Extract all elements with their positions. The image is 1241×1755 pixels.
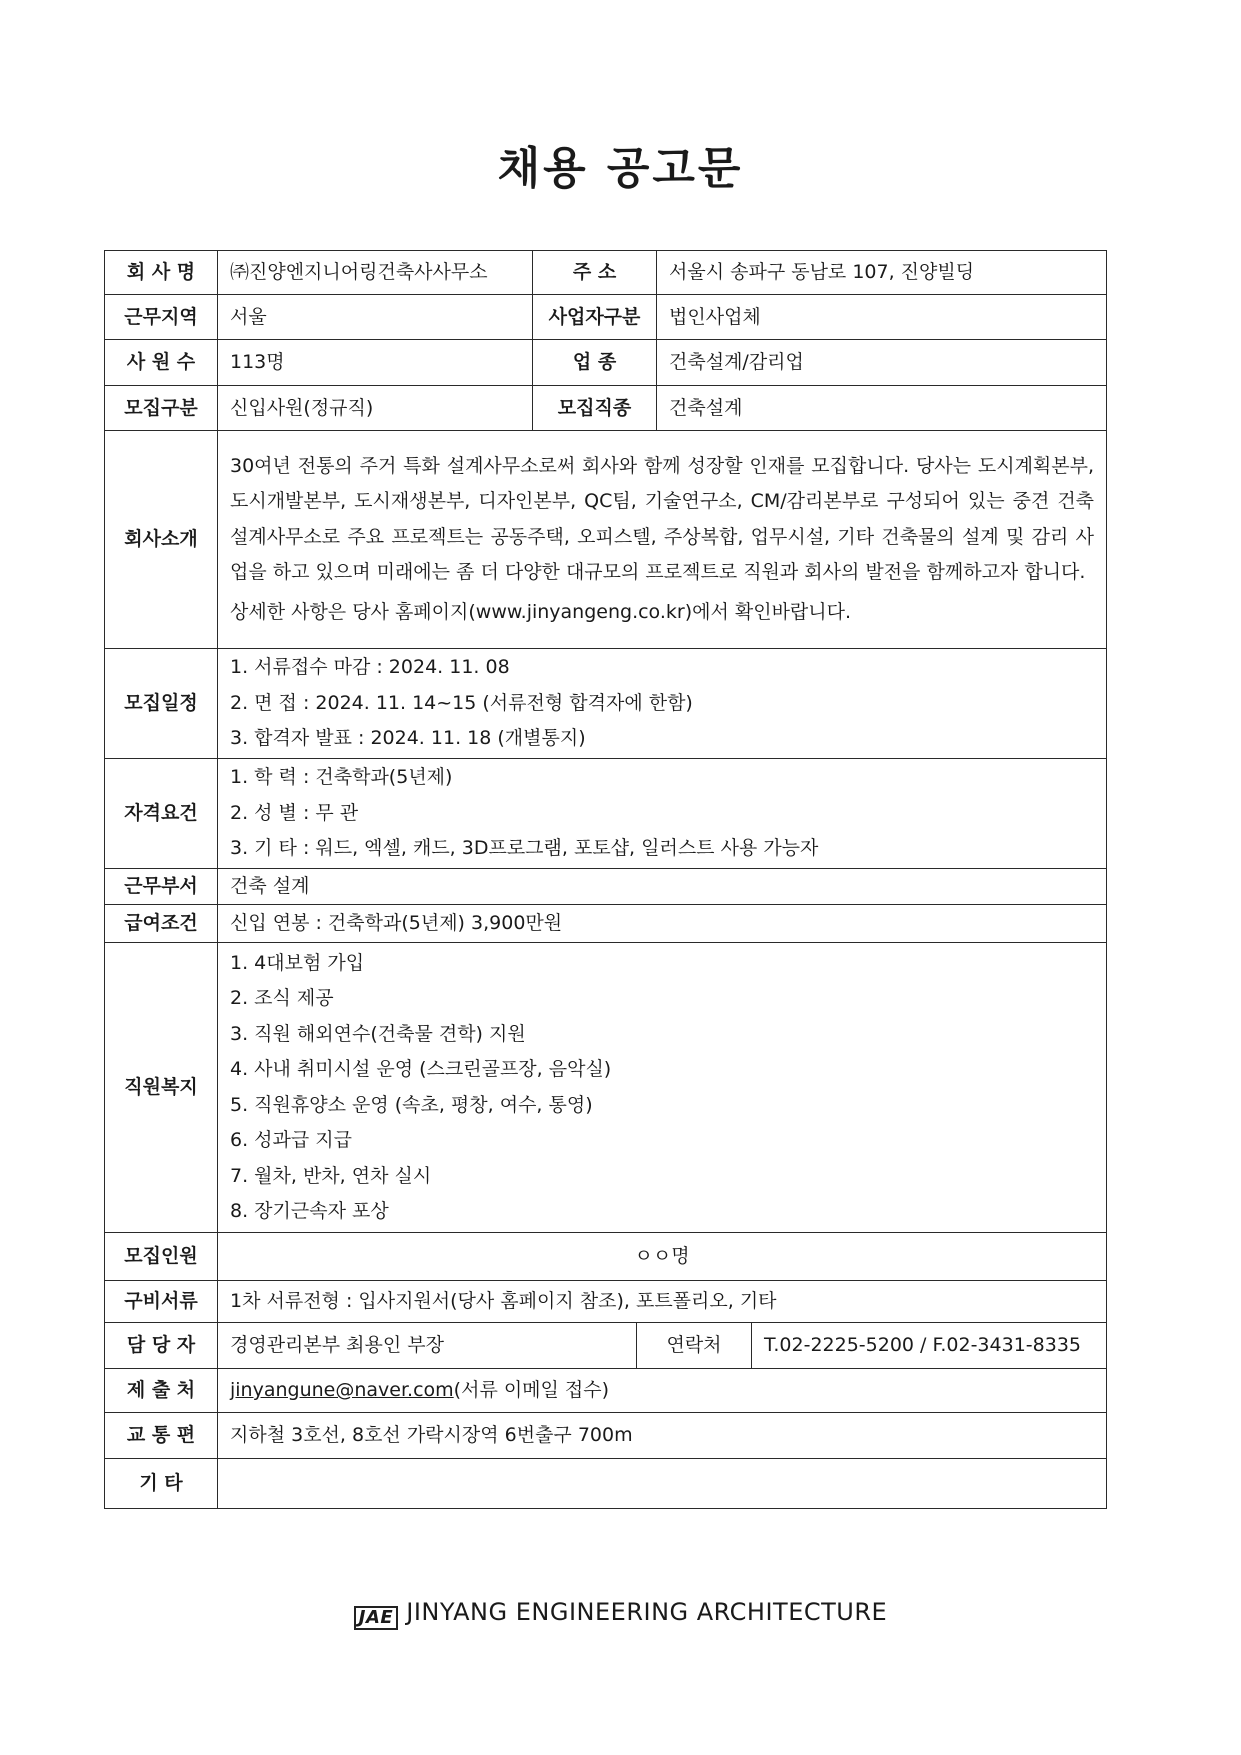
value-recruit-type: 신입사원(정규직) — [218, 386, 533, 431]
label-intro: 회사소개 — [105, 431, 218, 649]
value-company: ㈜진양엔지니어링건축사사무소 — [218, 251, 533, 295]
row-headcount — [105, 1233, 1107, 1281]
row-recruit-type — [105, 386, 1107, 431]
label-schedule: 모집일정 — [105, 649, 218, 759]
row-intro — [105, 431, 1107, 649]
qualification-item: 1. 학 력 : 건축학과(5년제) — [230, 766, 453, 789]
welfare-item: 8. 장기근속자 포상 — [230, 1200, 389, 1222]
qualification-item: 2. 성 별 : 무 관 — [230, 801, 359, 824]
welfare-item: 3. 직원 해외연수(건축물 견학) 지원 — [230, 1022, 526, 1045]
label-qualification: 자격요건 — [105, 759, 218, 869]
row-welfare — [105, 943, 1107, 1233]
job-posting-table — [104, 250, 1107, 1509]
row-region — [105, 295, 1107, 340]
row-contact — [105, 1323, 1107, 1369]
value-address: 서울시 송파구 동남로 107, 진양빌딩 — [657, 251, 1107, 295]
value-job-field: 건축설계 — [657, 386, 1107, 431]
label-phone: 연락처 — [637, 1323, 752, 1369]
label-documents: 구비서류 — [105, 1281, 218, 1323]
row-employees — [105, 340, 1107, 386]
value-headcount: ㅇㅇ명 — [218, 1233, 1107, 1281]
value-etc — [218, 1459, 1107, 1509]
submit-note: (서류 이메일 접수) — [453, 1379, 610, 1402]
row-department — [105, 869, 1107, 905]
label-employees: 사 원 수 — [105, 340, 218, 386]
label-submit: 제 출 처 — [105, 1369, 218, 1413]
label-transport: 교 통 편 — [105, 1413, 218, 1459]
welfare-item: 5. 직원휴양소 운영 (속초, 평창, 여수, 통영) — [230, 1093, 593, 1116]
row-transport — [105, 1413, 1107, 1459]
row-schedule — [105, 649, 1107, 759]
value-documents: 1차 서류전형 : 입사지원서(당사 홈페이지 참조), 포트폴리오, 기타 — [218, 1281, 1107, 1323]
schedule-item: 2. 면 접 : 2024. 11. 14~15 (서류전형 합격자에 한함) — [230, 691, 693, 714]
company-logo: JAE — [354, 1601, 398, 1630]
value-phone: T.02-2225-5200 / F.02-3431-8335 — [752, 1323, 1107, 1369]
label-headcount: 모집인원 — [105, 1233, 218, 1281]
welfare-item: 2. 조식 제공 — [230, 987, 334, 1009]
intro-homepage-text: 상세한 사항은 당사 홈페이지(www.jinyangeng.co.kr)에서 확인바랍니다. — [230, 600, 852, 623]
footer-company-name: JINYANG ENGINEERING ARCHITECTURE — [406, 1598, 888, 1626]
row-qualification — [105, 759, 1107, 869]
label-recruit-type: 모집구분 — [105, 386, 218, 431]
welfare-item: 4. 사내 취미시설 운영 (스크린골프장, 음악실) — [230, 1058, 612, 1080]
welfare-item: 6. 성과급 지급 — [230, 1129, 352, 1151]
footer — [0, 1598, 1241, 1630]
qualification-item: 3. 기 타 : 워드, 엑셀, 캐드, 3D프로그램, 포토샵, 일러스트 사용 가능자 — [230, 837, 819, 860]
label-business-type: 사업자구분 — [533, 295, 657, 340]
label-job-field: 모집직종 — [533, 386, 657, 431]
submit-email-link[interactable]: jinyangune@naver.com — [230, 1379, 454, 1402]
value-contact-person: 경영관리본부 최용인 부장 — [218, 1323, 637, 1369]
label-industry: 업 종 — [533, 340, 657, 386]
schedule-item: 1. 서류접수 마감 : 2024. 11. 08 — [230, 656, 510, 679]
label-region: 근무지역 — [105, 295, 218, 340]
label-contact-person: 담 당 자 — [105, 1323, 218, 1369]
schedule-item: 3. 합격자 발표 : 2024. 11. 18 (개별통지) — [230, 727, 586, 750]
welfare-item: 1. 4대보험 가입 — [230, 951, 365, 974]
page-title: 채용 공고문 — [497, 143, 744, 194]
value-industry: 건축설계/감리업 — [657, 340, 1107, 386]
label-etc: 기 타 — [105, 1459, 218, 1509]
value-employees: 113명 — [218, 340, 533, 386]
label-department: 근무부서 — [105, 869, 218, 905]
value-salary: 신입 연봉 : 건축학과(5년제) 3,900만원 — [218, 905, 1107, 943]
label-welfare: 직원복지 — [105, 943, 218, 1233]
row-etc — [105, 1459, 1107, 1509]
value-business-type: 법인사업체 — [657, 295, 1107, 340]
value-region: 서울 — [218, 295, 533, 340]
label-company: 회 사 명 — [105, 251, 218, 295]
label-salary: 급여조건 — [105, 905, 218, 943]
row-documents — [105, 1281, 1107, 1323]
row-salary — [105, 905, 1107, 943]
welfare-item: 7. 월차, 반차, 연차 실시 — [230, 1164, 432, 1187]
label-address: 주 소 — [533, 251, 657, 295]
row-submit — [105, 1369, 1107, 1413]
intro-text: 30여년 전통의 주거 특화 설계사무소로써 회사와 함께 성장할 인재를 모집합니다. 당사는 도시계획본부, 도시개발본부, 도시재생본부, 디자인본부, QC팀, 기술연구소, CM/감리본부로 구성되어 있는 중견 건축설계사무소로 주요 프로젝트는 공동주택, 오피스텔, 주상복합, 업무시설, 기타 건축물의 설계 및 감리 사업을 하고 있으며 미래에는 좀 더 다양한 대규모의 프로젝트로 직원과 회사의 발전을 함께하고자 합니다. — [230, 454, 1095, 584]
row-company — [105, 251, 1107, 295]
value-department: 건축 설계 — [218, 869, 1107, 905]
value-transport: 지하철 3호선, 8호선 가락시장역 6번출구 700m — [218, 1413, 1107, 1459]
